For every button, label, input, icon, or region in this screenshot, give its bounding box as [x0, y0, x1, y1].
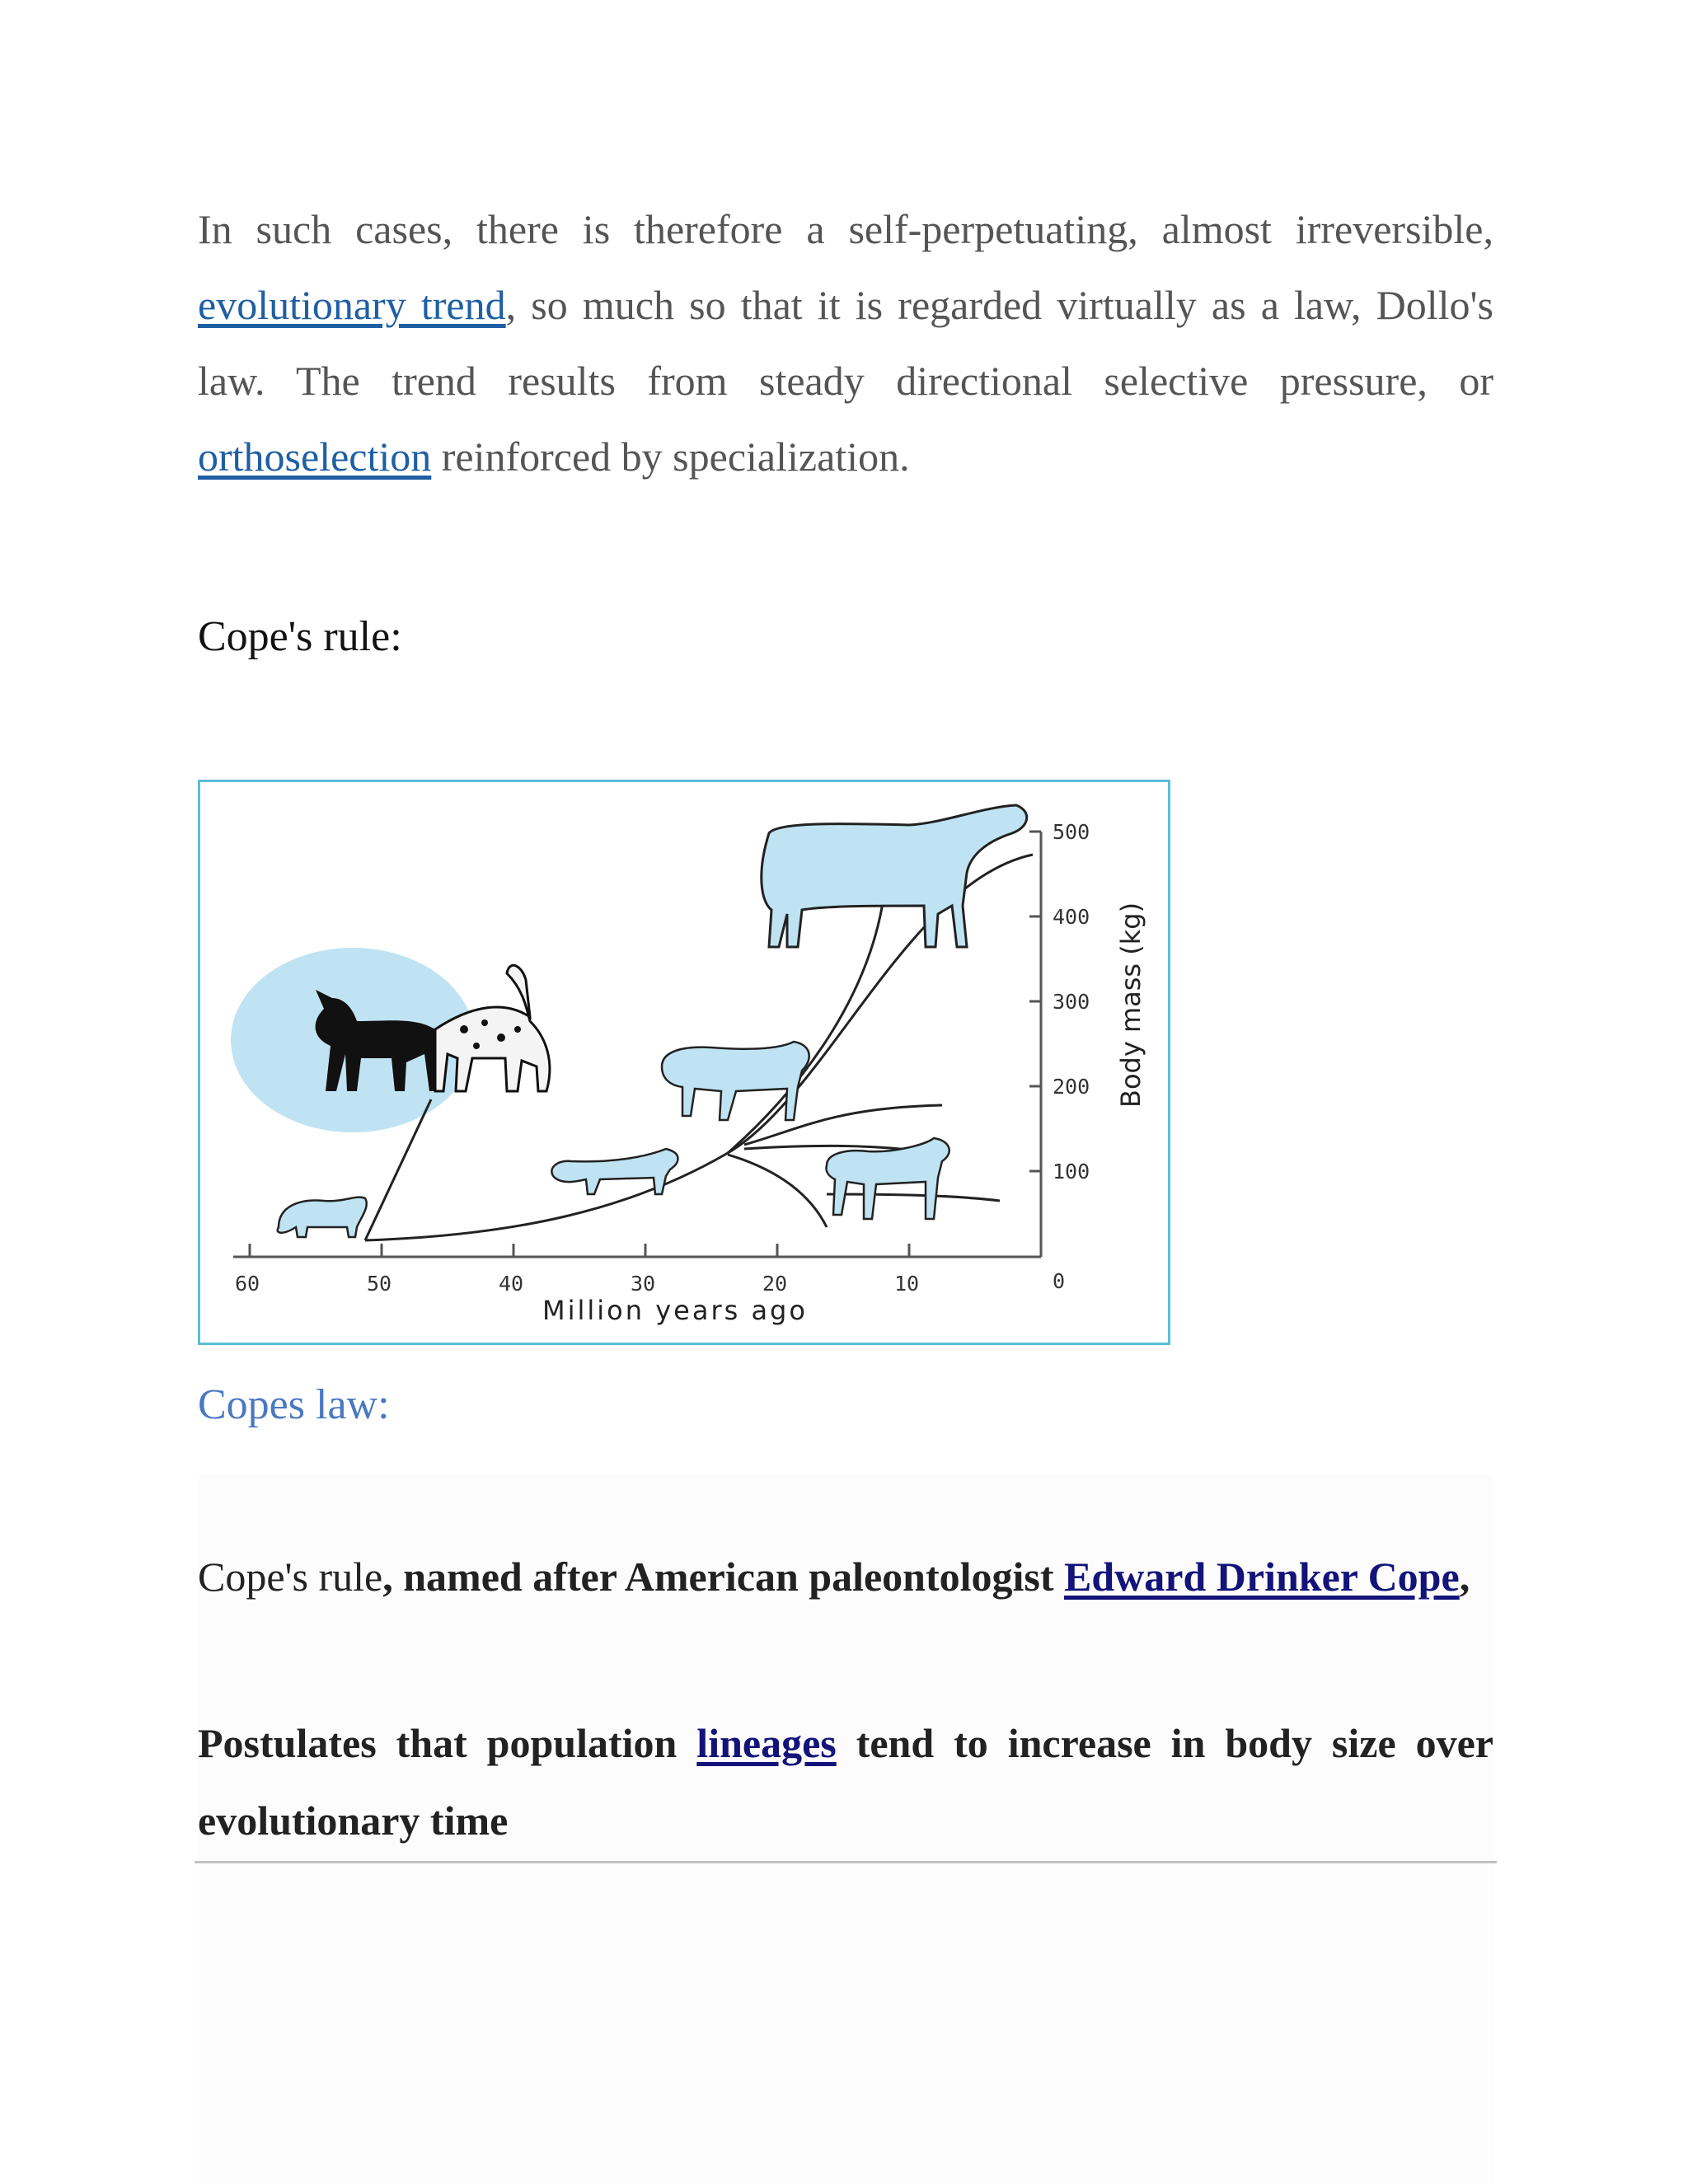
horizontal-divider	[195, 1861, 1497, 1863]
y-label-500: 500	[1053, 820, 1090, 844]
branch-curve-5	[827, 1194, 1000, 1201]
y-label-400: 400	[1053, 905, 1090, 929]
paragraph3-tail: tend to increase in body size over evolutionary time	[198, 1720, 1493, 1844]
small-horse-silhouette	[551, 1149, 678, 1194]
y-label-0: 0	[1053, 1269, 1066, 1293]
x-axis-title: Million years ago	[542, 1295, 808, 1326]
x-label-60: 60	[235, 1272, 260, 1296]
spot-2	[481, 1019, 488, 1026]
x-label-30: 30	[631, 1272, 656, 1296]
paragraph-dollos-law	[198, 191, 1493, 494]
branch-curve-3	[744, 1146, 909, 1150]
paragraph2-lead: Cope's rule	[198, 1554, 383, 1600]
spot-5	[514, 1026, 521, 1033]
x-label-10: 10	[894, 1272, 920, 1296]
branch-curve-2	[744, 1105, 942, 1145]
large-horse-silhouette	[762, 805, 1027, 947]
x-label-20: 20	[762, 1272, 788, 1296]
empty-lower-area	[198, 1864, 1493, 2184]
paragraph-copes-rule-definition	[198, 1538, 1493, 1615]
paragraph2-tail: ,	[1459, 1554, 1470, 1600]
grazer-silhouette	[826, 1138, 949, 1219]
evolutionary-trend-link[interactable]: evolutionary trend	[198, 282, 506, 328]
spot-1	[460, 1025, 468, 1033]
body-mass-chart	[200, 782, 1168, 1343]
lineages-link[interactable]: lineages	[696, 1720, 837, 1766]
y-axis-title: Body mass (kg)	[1115, 902, 1146, 1108]
edward-drinker-cope-link[interactable]: Edward Drinker Cope	[1064, 1554, 1460, 1600]
paragraph1-mid: , so much so that it is regarded virtually as a law, Dollo's law. The trend results from steady directional selective pressure, or	[198, 282, 1493, 404]
x-label-50: 50	[367, 1272, 392, 1296]
x-ticks	[250, 1244, 909, 1257]
x-tick-labels	[235, 1272, 919, 1296]
paragraph-postulates	[198, 1704, 1493, 1859]
paragraph3-lead: Postulates that population	[198, 1720, 697, 1766]
copes-rule-heading: Cope's rule:	[198, 613, 402, 660]
y-label-300: 300	[1053, 990, 1090, 1014]
early-mammal-silhouette	[278, 1197, 367, 1237]
spot-3	[497, 1033, 505, 1042]
paragraph1-tail: reinforced by specialization.	[431, 434, 910, 480]
mid-animals	[551, 1042, 949, 1219]
y-label-100: 100	[1053, 1160, 1090, 1183]
y-tick-labels	[1053, 820, 1090, 1293]
y-ticks	[1029, 832, 1041, 1171]
medium-horse-silhouette	[662, 1042, 809, 1120]
spot-4	[473, 1043, 480, 1049]
y-label-200: 200	[1053, 1075, 1090, 1099]
copes-law-heading: Copes law:	[198, 1381, 390, 1428]
paragraph1-lead: In such cases, there is therefore a self-perpetuating, almost irreversible,	[198, 206, 1493, 252]
large-horse	[762, 805, 1027, 947]
x-label-40: 40	[499, 1272, 524, 1296]
early-mammal-body	[278, 1197, 367, 1237]
copes-rule-figure	[198, 780, 1170, 1345]
paragraph2-bold: , named after American paleontologist	[382, 1554, 1065, 1600]
orthoselection-link[interactable]: orthoselection	[198, 434, 432, 480]
branch-curve-4	[728, 1155, 827, 1227]
